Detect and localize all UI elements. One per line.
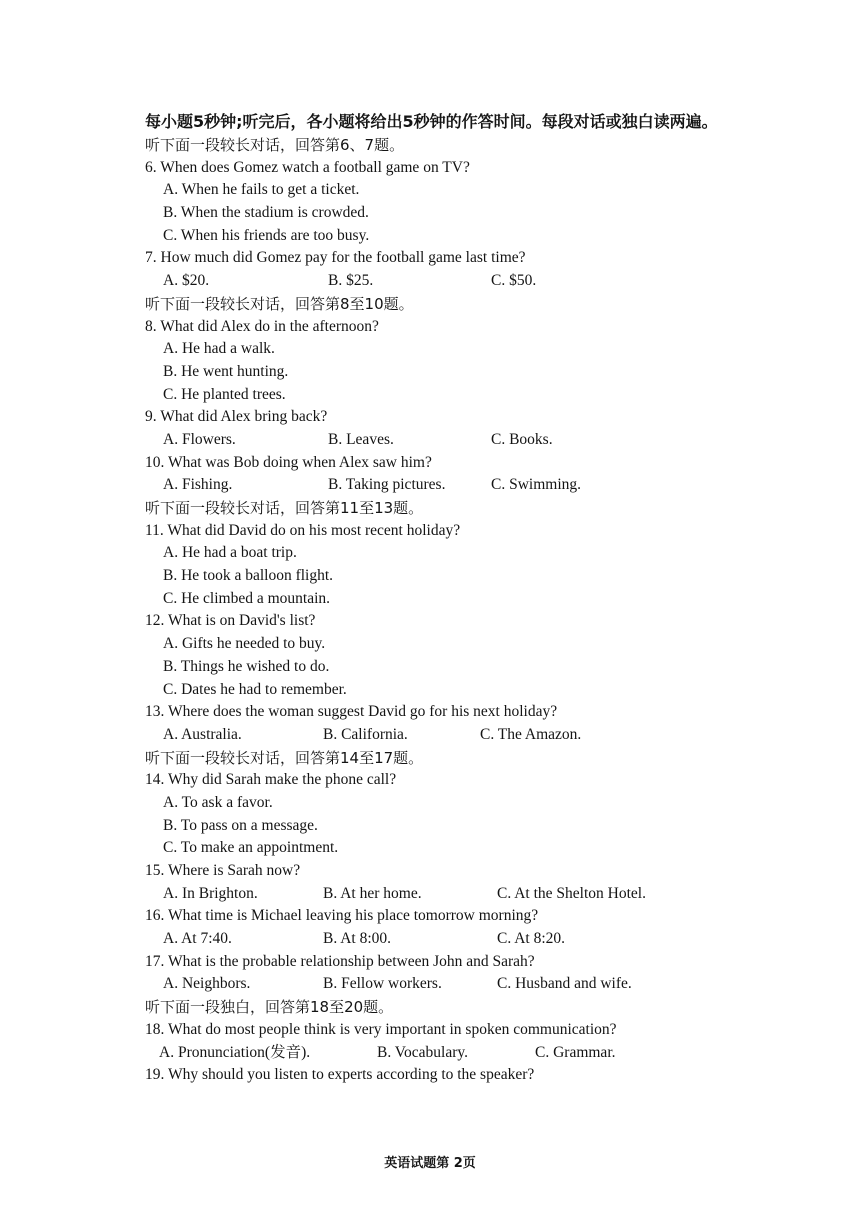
option-6c: C. When his friends are too busy. bbox=[163, 226, 370, 244]
instructions-text: 每小题5秒钟;听完后，各小题将给出5秒钟的作答时间。每段对话或独白读两遍。 bbox=[145, 112, 718, 131]
question-14: 14. Why did Sarah make the phone call? bbox=[145, 771, 397, 789]
question-18: 18. What do most people think is very important in spoken communication? bbox=[145, 1020, 617, 1038]
question-16: 16. What time is Michael leaving his place tomorrow morning? bbox=[145, 907, 539, 925]
option-14c: C. To make an appointment. bbox=[163, 839, 339, 857]
question-6: 6. When does Gomez watch a football game on TV? bbox=[145, 158, 470, 176]
option-15c: C. At the Shelton Hotel. bbox=[497, 884, 646, 902]
question-12: 12. What is on David's list? bbox=[145, 612, 316, 630]
option-10a: A. Fishing. bbox=[163, 476, 233, 494]
option-14b: B. To pass on a message. bbox=[163, 816, 318, 834]
option-7b: B. $25. bbox=[328, 272, 374, 290]
option-13c: C. The Amazon. bbox=[480, 725, 582, 743]
option-9c: C. Books. bbox=[491, 430, 553, 448]
options-10 bbox=[145, 474, 735, 497]
option-17c: C. Husband and wife. bbox=[497, 975, 632, 993]
option-16c: C. At 8:20. bbox=[497, 930, 566, 948]
option-15b: B. At her home. bbox=[323, 884, 422, 902]
question-15: 15. Where is Sarah now? bbox=[145, 862, 301, 879]
section-heading: 听下面一段独白，回答第18至20题。 bbox=[145, 998, 394, 1017]
option-8a: A. He had a walk. bbox=[163, 340, 275, 358]
option-12b: B. Things he wished to do. bbox=[163, 657, 330, 675]
options-17 bbox=[145, 973, 735, 996]
option-9a: A. Flowers. bbox=[163, 430, 236, 448]
option-7c: C. $50. bbox=[491, 272, 537, 290]
option-12a: A. Gifts he needed to buy. bbox=[163, 635, 326, 653]
option-17b: B. Fellow workers. bbox=[323, 975, 442, 993]
option-18b: B. Vocabulary. bbox=[377, 1043, 468, 1061]
options-9 bbox=[145, 429, 735, 452]
option-18c: C. Grammar. bbox=[535, 1043, 616, 1061]
option-8c: C. He planted trees. bbox=[163, 385, 286, 403]
options-13 bbox=[145, 724, 735, 747]
options-15 bbox=[145, 883, 735, 906]
option-9b: B. Leaves. bbox=[328, 430, 394, 448]
section-heading: 听下面一段较长对话，回答第6、7题。 bbox=[145, 136, 405, 154]
question-10: 10. What was Bob doing when Alex saw him? bbox=[145, 453, 432, 471]
options-7 bbox=[145, 270, 735, 293]
option-15a: A. In Brighton. bbox=[163, 884, 258, 902]
question-8: 8. What did Alex do in the afternoon? bbox=[145, 317, 379, 335]
question-7: 7. How much did Gomez pay for the football game last time? bbox=[145, 249, 526, 267]
option-11a: A. He had a boat trip. bbox=[163, 544, 297, 562]
question-13: 13. Where does the woman suggest David go for his next holiday? bbox=[145, 703, 558, 721]
option-17a: A. Neighbors. bbox=[163, 975, 251, 993]
option-10c: C. Swimming. bbox=[491, 476, 582, 494]
exam-content bbox=[145, 110, 735, 1087]
page-footer: 英语试题第 2页 bbox=[384, 1156, 476, 1171]
option-14a: A. To ask a favor. bbox=[163, 793, 273, 811]
option-11b: B. He took a balloon flight. bbox=[163, 567, 334, 585]
options-16 bbox=[145, 928, 735, 951]
section-heading: 听下面一段较长对话，回答第8至10题。 bbox=[145, 294, 414, 313]
options-18 bbox=[145, 1042, 735, 1065]
option-11c: C. He climbed a mountain. bbox=[163, 589, 331, 607]
option-10b: B. Taking pictures. bbox=[328, 476, 446, 494]
option-8b: B. He went hunting. bbox=[163, 362, 289, 380]
option-16b: B. At 8:00. bbox=[323, 930, 392, 948]
option-18a: A. Pronunciation(发音). bbox=[159, 1043, 311, 1061]
section-heading: 听下面一段较长对话，回答第11至13题。 bbox=[145, 499, 424, 517]
option-16a: A. At 7:40. bbox=[163, 930, 232, 948]
option-12c: C. Dates he had to remember. bbox=[163, 680, 347, 698]
option-7a: A. $20. bbox=[163, 272, 210, 290]
question-19: 19. Why should you listen to experts according to the speaker? bbox=[145, 1066, 535, 1084]
option-6a: A. When he fails to get a ticket. bbox=[163, 181, 360, 199]
option-13b: B. California. bbox=[323, 725, 408, 743]
option-6b: B. When the stadium is crowded. bbox=[163, 204, 369, 222]
question-9: 9. What did Alex bring back? bbox=[145, 408, 328, 426]
question-17: 17. What is the probable relationship between John and Sarah? bbox=[145, 952, 535, 970]
question-11: 11. What did David do on his most recent holiday? bbox=[145, 521, 461, 539]
option-13a: A. Australia. bbox=[163, 725, 242, 743]
section-heading: 听下面一段较长对话，回答第14至17题。 bbox=[145, 748, 424, 767]
